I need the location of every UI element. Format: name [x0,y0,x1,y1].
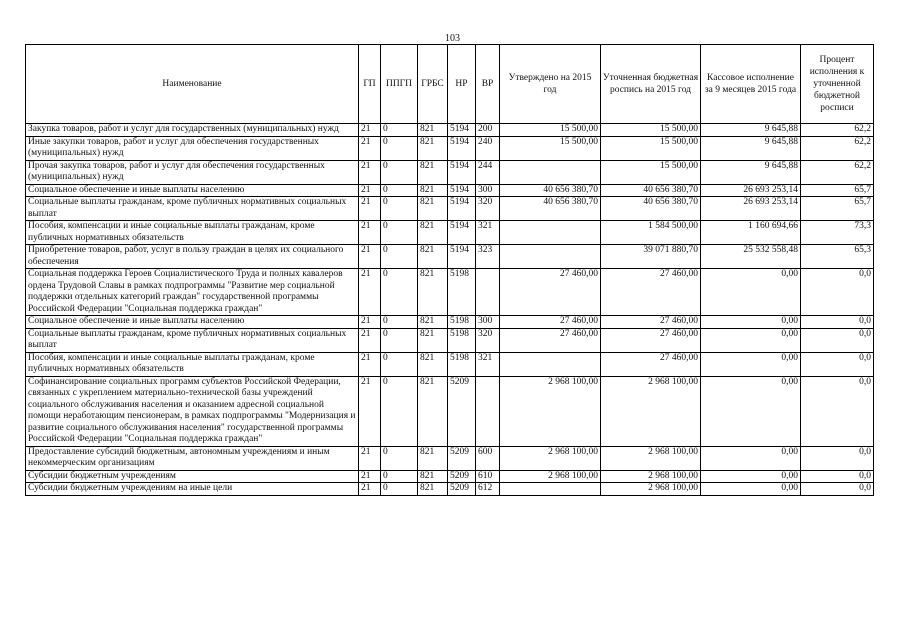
cell-approved [500,245,601,269]
cell-approved: 27 460,00 [500,269,601,316]
cell-gp: 21 [359,124,381,137]
cell-vr: 200 [476,124,500,137]
cell-pgp: 0 [381,446,418,470]
cell-gp: 21 [359,352,381,376]
header-pgp: ППГП [381,45,418,124]
cell-refined: 15 500,00 [601,124,701,137]
cell-cash: 0,00 [701,483,801,496]
cell-refined: 40 656 380,70 [601,197,701,221]
header-nr: НР [448,45,476,124]
header-grbs: ГРБС [418,45,448,124]
cell-grbs: 821 [418,269,448,316]
cell-gp: 21 [359,470,381,483]
cell-grbs: 821 [418,470,448,483]
cell-cash: 9 645,88 [701,160,801,184]
table-row [26,124,874,137]
cell-nr: 5198 [448,269,476,316]
cell-grbs: 821 [418,197,448,221]
cell-pgp: 0 [381,160,418,184]
cell-pgp: 0 [381,197,418,221]
cell-name: Субсидии бюджетным учреждениям на иные цели [26,483,359,496]
table-row [26,483,874,496]
cell-grbs: 821 [418,221,448,245]
cell-percent: 65,7 [801,197,874,221]
cell-approved: 2 968 100,00 [500,446,601,470]
table-row [26,197,874,221]
cell-grbs: 821 [418,316,448,329]
cell-refined: 15 500,00 [601,136,701,160]
cell-gp: 21 [359,136,381,160]
cell-approved [500,352,601,376]
cell-percent: 65,3 [801,245,874,269]
cell-name: Приобретение товаров, работ, услуг в пользу граждан в целях их социального обеспечения [26,245,359,269]
table-row [26,245,874,269]
cell-pgp: 0 [381,376,418,446]
cell-refined: 15 500,00 [601,160,701,184]
cell-refined: 2 968 100,00 [601,470,701,483]
cell-nr: 5209 [448,446,476,470]
cell-gp: 21 [359,328,381,352]
cell-name: Предоставление субсидий бюджетным, автономным учреждениям и иным некоммерческим организациям [26,446,359,470]
cell-refined: 27 460,00 [601,269,701,316]
cell-pgp: 0 [381,483,418,496]
cell-gp: 21 [359,376,381,446]
cell-approved: 15 500,00 [500,136,601,160]
cell-nr: 5209 [448,483,476,496]
cell-approved: 27 460,00 [500,328,601,352]
cell-approved: 27 460,00 [500,316,601,329]
cell-grbs: 821 [418,352,448,376]
cell-name: Социальные выплаты гражданам, кроме публичных нормативных социальных выплат [26,328,359,352]
cell-percent: 0,0 [801,316,874,329]
cell-cash: 26 693 253,14 [701,184,801,197]
page-number: 103 [445,33,460,44]
cell-cash: 9 645,88 [701,124,801,137]
cell-percent: 65,7 [801,184,874,197]
cell-percent: 0,0 [801,470,874,483]
cell-grbs: 821 [418,160,448,184]
cell-nr: 5194 [448,184,476,197]
cell-gp: 21 [359,221,381,245]
cell-vr: 320 [476,197,500,221]
cell-percent: 62,2 [801,124,874,137]
cell-name: Субсидии бюджетным учреждениям [26,470,359,483]
cell-nr: 5209 [448,376,476,446]
cell-name: Социальные выплаты гражданам, кроме публичных нормативных социальных выплат [26,197,359,221]
cell-refined: 2 968 100,00 [601,376,701,446]
cell-cash: 25 532 558,48 [701,245,801,269]
cell-name: Иные закупки товаров, работ и услуг для обеспечения государственных (муниципальных) нужд [26,136,359,160]
cell-percent: 62,2 [801,160,874,184]
cell-percent: 62,2 [801,136,874,160]
cell-nr: 5194 [448,245,476,269]
cell-nr: 5194 [448,136,476,160]
table-row [26,328,874,352]
cell-grbs: 821 [418,376,448,446]
cell-approved: 2 968 100,00 [500,376,601,446]
cell-cash: 0,00 [701,328,801,352]
table-row [26,269,874,316]
cell-cash: 0,00 [701,269,801,316]
cell-percent: 73,3 [801,221,874,245]
table-row [26,316,874,329]
table-row [26,221,874,245]
cell-gp: 21 [359,160,381,184]
cell-name: Пособия, компенсации и иные социальные выплаты гражданам, кроме публичных нормативных обязательств [26,352,359,376]
cell-approved: 15 500,00 [500,124,601,137]
cell-grbs: 821 [418,124,448,137]
cell-name: Софинансирование социальных программ субъектов Российской Федерации, связанных с укреплением материально-технической базы учреждений социального обслуживания населения и оказанием адресной социальной помощи неработающим пенсионерам, в рамках подпрограммы "Модернизация и развитие социального обслуживания населения" государственной программы Российской Федерации "Социальная поддержка граждан" [26,376,359,446]
cell-vr: 321 [476,352,500,376]
cell-refined: 2 968 100,00 [601,446,701,470]
cell-approved: 40 656 380,70 [500,197,601,221]
table-row [26,352,874,376]
cell-vr: 320 [476,328,500,352]
cell-grbs: 821 [418,136,448,160]
cell-vr: 300 [476,184,500,197]
cell-nr: 5198 [448,328,476,352]
cell-refined: 2 968 100,00 [601,483,701,496]
cell-name: Пособия, компенсации и иные социальные выплаты гражданам, кроме публичных нормативных обязательств [26,221,359,245]
cell-vr: 240 [476,136,500,160]
cell-nr: 5198 [448,316,476,329]
cell-cash: 9 645,88 [701,136,801,160]
cell-cash: 0,00 [701,316,801,329]
header-row [26,45,874,124]
cell-name: Социальное обеспечение и иные выплаты населению [26,316,359,329]
cell-nr: 5209 [448,470,476,483]
cell-approved [500,483,601,496]
cell-approved: 2 968 100,00 [500,470,601,483]
table-row [26,446,874,470]
cell-grbs: 821 [418,328,448,352]
cell-pgp: 0 [381,352,418,376]
table-row [26,470,874,483]
cell-percent: 0,0 [801,446,874,470]
cell-vr: 600 [476,446,500,470]
cell-vr: 244 [476,160,500,184]
cell-gp: 21 [359,245,381,269]
cell-grbs: 821 [418,245,448,269]
cell-cash: 0,00 [701,352,801,376]
cell-nr: 5194 [448,221,476,245]
cell-vr: 612 [476,483,500,496]
header-vr: ВР [476,45,500,124]
cell-percent: 0,0 [801,376,874,446]
header-percent: Процент исполнения к уточненной бюджетной росписи [801,45,874,124]
cell-gp: 21 [359,184,381,197]
cell-gp: 21 [359,316,381,329]
cell-nr: 5194 [448,160,476,184]
cell-refined: 40 656 380,70 [601,184,701,197]
cell-nr: 5194 [448,197,476,221]
header-cash: Кассовое исполнение за 9 месяцев 2015 года [701,45,801,124]
cell-pgp: 0 [381,269,418,316]
table-row [26,136,874,160]
cell-cash: 26 693 253,14 [701,197,801,221]
cell-cash: 0,00 [701,470,801,483]
cell-name: Закупка товаров, работ и услуг для государственных (муниципальных) нужд [26,124,359,137]
header-approved: Утверждено на 2015 год [500,45,601,124]
cell-grbs: 821 [418,446,448,470]
cell-grbs: 821 [418,184,448,197]
cell-pgp: 0 [381,184,418,197]
cell-cash: 0,00 [701,376,801,446]
table-row [26,184,874,197]
cell-cash: 0,00 [701,446,801,470]
cell-nr: 5198 [448,352,476,376]
cell-vr [476,376,500,446]
cell-approved [500,160,601,184]
budget-table [25,44,874,496]
cell-vr [476,269,500,316]
cell-refined: 27 460,00 [601,316,701,329]
cell-gp: 21 [359,197,381,221]
header-refined: Уточненная бюджетная роспись на 2015 год [601,45,701,124]
cell-cash: 1 160 694,66 [701,221,801,245]
cell-pgp: 0 [381,328,418,352]
cell-percent: 0,0 [801,269,874,316]
cell-vr: 300 [476,316,500,329]
header-gp: ГП [359,45,381,124]
cell-approved: 40 656 380,70 [500,184,601,197]
cell-gp: 21 [359,269,381,316]
cell-nr: 5194 [448,124,476,137]
cell-pgp: 0 [381,221,418,245]
cell-name: Социальная поддержка Героев Социалистического Труда и полных кавалеров ордена Трудовой Славы в рамках подпрограммы "Развитие мер социальной поддержки отдельных категорий граждан" государственной программы Российской Федерации "Социальная поддержка граждан" [26,269,359,316]
cell-name: Социальное обеспечение и иные выплаты населению [26,184,359,197]
cell-vr: 321 [476,221,500,245]
cell-pgp: 0 [381,470,418,483]
table-row [26,376,874,446]
cell-name: Прочая закупка товаров, работ и услуг для обеспечения государственных (муниципальных) нужд [26,160,359,184]
cell-approved [500,221,601,245]
cell-refined: 27 460,00 [601,352,701,376]
cell-refined: 27 460,00 [601,328,701,352]
cell-refined: 39 071 880,70 [601,245,701,269]
cell-percent: 0,0 [801,328,874,352]
cell-vr: 323 [476,245,500,269]
cell-pgp: 0 [381,316,418,329]
cell-percent: 0,0 [801,352,874,376]
header-name: Наименование [26,45,359,124]
cell-pgp: 0 [381,245,418,269]
cell-grbs: 821 [418,483,448,496]
cell-gp: 21 [359,483,381,496]
cell-refined: 1 584 500,00 [601,221,701,245]
table-row [26,160,874,184]
cell-gp: 21 [359,446,381,470]
cell-percent: 0,0 [801,483,874,496]
cell-pgp: 0 [381,136,418,160]
cell-pgp: 0 [381,124,418,137]
cell-vr: 610 [476,470,500,483]
